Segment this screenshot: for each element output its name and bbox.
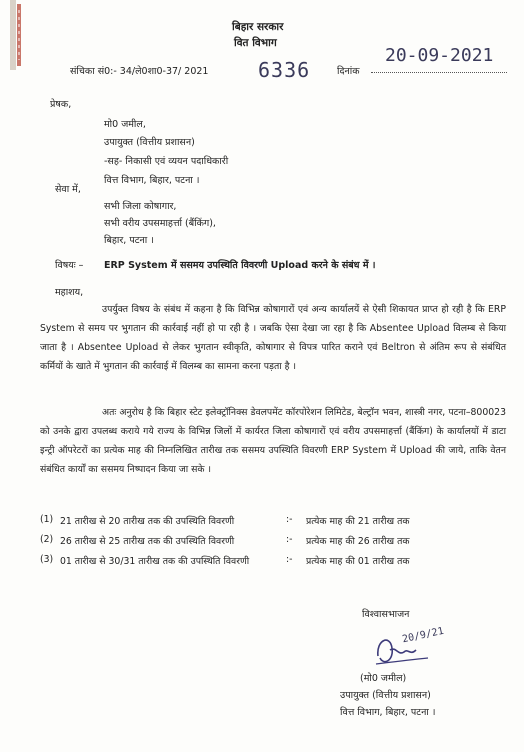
signatory-name: (मो0 जमील) — [360, 673, 407, 684]
schedule-period: 21 तारीख से 20 तारीख तक की उपस्थिति विवरणी — [60, 516, 235, 527]
recipient-line: सभी जिला कोषागार, — [104, 201, 177, 212]
date-line — [371, 72, 507, 73]
schedule-sep: :- — [286, 514, 293, 525]
sender-line: -सह- निकासी एवं व्ययन पदाधिकारी — [104, 156, 229, 167]
sender-block — [104, 115, 228, 190]
signatory-designation: उपायुक्त (वित्तीय प्रशासन) — [340, 690, 431, 701]
file-reference: संचिका सं0:- 34/ले0शा0-37/ 2021 — [70, 66, 209, 77]
recipient-block — [104, 198, 216, 249]
schedule-due: प्रत्येक माह की 26 तारीख तक — [306, 536, 410, 547]
handwritten-date: 20-09-2021 — [385, 45, 494, 66]
handwritten-dispatch-number: 6336 — [258, 58, 311, 82]
sender-line: उपायुक्त (वित्तीय प्रशासन) — [104, 137, 195, 148]
schedule-num: (1) — [40, 514, 54, 525]
header-line-1: बिहार सरकार — [232, 21, 284, 33]
body-paragraph-2: अतः अनुरोध है कि बिहार स्टेट इलेक्ट्रॉनिक्स डेवलपमेंट कॉरपोरेशन लिमिटेड, बेल्ट्रॉन भवन, शास्त्री नगर, पटना–800023 को उनके द्वारा उपलब्ध कराये गये राज्य के विभिन्न जिलों में कार्यरत जिला कोषागारों एवं वरीय उपसमाहर्त्ता (बैंकिंग) के कार्यालयों में डाटा इन्ट्री ऑपरेटरों का प्रत्येक माह की निम्नलिखित तारीख तक ससमय उपस्थिति विवरणी ERP System में Upload की जाये, ताकि वेतन संबंधित कार्यों का ससमय निष्पादन किया जा सके । — [40, 407, 506, 475]
schedule-num: (2) — [40, 534, 54, 545]
date-label: दिनांक — [337, 66, 360, 77]
signatory-block — [340, 670, 435, 721]
schedule-period: 26 तारीख से 25 तारीख तक की उपस्थिति विवरणी — [60, 536, 235, 547]
recipient-line: बिहार, पटना । — [104, 235, 154, 246]
sender-label: प्रेषक, — [50, 99, 72, 110]
recipient-line: सभी वरीय उपसमाहर्त्ता (बैंकिंग), — [104, 218, 216, 229]
schedule-num: (3) — [40, 554, 54, 565]
schedule-sep: :- — [286, 554, 293, 565]
body-paragraph-1: उपर्युक्त विषय के संबंध में कहना है कि विभिन्न कोषागारों एवं अन्य कार्यालयें से ऐसी शिकायत प्राप्त हो रही है कि ERP System से समय पर भुगतान की कार्रवाई नहीं हो पा रही है । जबकि ऐसा देखा जा रहा है कि Absentee Upload विलम्ब से किया जाता है । Absentee Upload से लेकर भुगतान स्वीकृति, कोषागार से विपत्र पारित कराने एवं Beltron से अंतिम रूप से संबंधित कर्मियों के खाते में भुगतान की कार्रवाई में विलम्ब का सामना करना पड़ता है । — [40, 304, 506, 372]
subject-text: ERP System में ससमय उपस्थिति विवरणी Upload करने के संबंध में । — [104, 260, 376, 271]
schedule-due: प्रत्येक माह की 01 तारीख तक — [306, 556, 410, 567]
recipient-label: सेवा में, — [55, 184, 81, 195]
closing: विश्वासभाजन — [362, 609, 410, 620]
subject-label: विषयः – — [55, 260, 84, 271]
schedule-period: 01 तारीख से 30/31 तारीख तक की उपस्थिति विवरणी — [60, 556, 250, 567]
sender-line: मो0 जमील, — [104, 119, 146, 130]
schedule-sep: :- — [286, 534, 293, 545]
signatory-office: वित्त विभाग, बिहार, पटना । — [340, 707, 436, 718]
schedule-due: प्रत्येक माह की 21 तारीख तक — [306, 516, 410, 527]
binder-strip — [8, 0, 24, 70]
header-line-2: वित विभाग — [234, 37, 277, 49]
salutation: महाशय, — [55, 287, 84, 298]
sender-line: वित्त विभाग, बिहार, पटना । — [104, 175, 200, 186]
signature-date: 20/9/21 — [401, 625, 445, 646]
